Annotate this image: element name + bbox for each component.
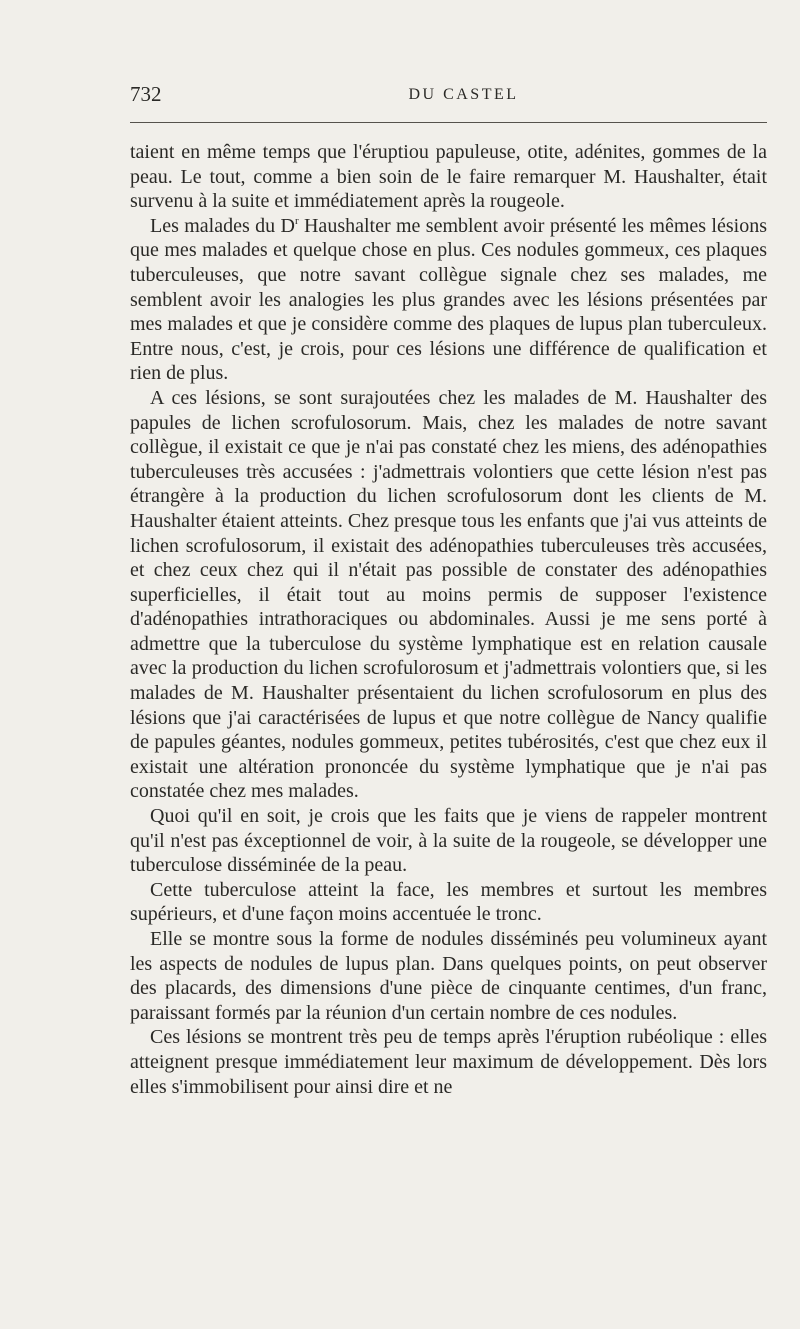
superscript: r — [294, 214, 299, 227]
paragraph: taient en même temps que l'éruptiou papuleuse, otite, adénites, gommes de la peau. Le tout, comme a bien soin de le faire remarquer M. Haushalter, était survenu à la suite et immédiatement après la rougeole. — [130, 141, 767, 213]
paragraph — [130, 214, 767, 386]
paragraph: Cette tuberculose atteint la face, les membres et surtout les membres supérieurs, et d'une façon moins accentuée le tronc. — [130, 878, 767, 926]
paragraph-text-start: Les malades du D — [150, 214, 295, 237]
paragraph: Elle se montre sous la forme de nodules disséminés peu volumineux ayant les aspects de nodules de lupus plan. Dans quelques points, on peut observer des placards, des dimensions d'une pièce de cinquante centimes, d'un franc, paraissant formés par la réunion d'un certain nombre de ces nodules. — [130, 928, 767, 1024]
paragraph: A ces lésions, se sont surajoutées chez les malades de M. Haushalter des papules de lichen scrofulosorum. Mais, chez les malades de notre savant collègue, il existait ce que je n'ai pas constaté chez les miens, des adénopathies tuberculeuses très accusées : j'admettrais volontiers que cette lésion n'est pas étrangère à la production du lichen scrofulosorum dont les clients de M. Haushalter étaient atteints. Chez presque tous les enfants que j'ai vus atteints de lichen scrofulosorum, il existait des adénopathies tuberculeuses très accusées, et chez ceux chez qui il n'était pas possible de constater des adénopathies superficielles, il était tout au moins permis de supposer l'existence d'adénopathies intrathoraciques ou abdominales. Aussi je me sens porté à admettre que la tuberculose du système lymphatique est en relation causale avec la production du lichen scrofulorosum et j'admettrais volontiers que, si les malades de M. Haushalter présentaient du lichen scrofulosorum en plus des lésions que j'ai caractérisées de lupus et que notre collègue de Nancy qualifie de papules géantes, nodules gommeux, petites tubérosités, c'est que chez eux il existait une altération prononcée du système lymphatique que je n'ai pas constatée chez mes malades. — [130, 386, 767, 803]
paragraph: Quoi qu'il en soit, je crois que les faits que je viens de rappeler montrent qu'il n'est pas éxceptionnel de voir, à la suite de la rougeole, se développer une tuberculose disséminée de la peau. — [130, 805, 767, 877]
page-number: 732 — [130, 82, 162, 106]
running-head: DU CASTEL — [408, 86, 519, 103]
page-header — [130, 82, 767, 112]
body-text — [130, 140, 767, 1099]
paragraph-text-end: Haushalter me semblent avoir présenté les mêmes lésions que mes malades et quelque chose en plus. Ces nodules gommeux, ces plaques tuberculeuses, que notre savant collègue signale chez ses malades, me semblent avoir les analogies les plus grandes avec les lésions présentées par mes malades et que je considère comme des plaques de lupus plan tuberculeux. Entre nous, c'est, je crois, pour ces lésions une différence de qualification et rien de plus. — [130, 214, 767, 385]
header-rule — [130, 122, 767, 123]
paragraph: Ces lésions se montrent très peu de temps après l'éruption rubéolique : elles atteignent presque immédiatement leur maximum de développement. Dès lors elles s'immobilisent pour ainsi dire et ne — [130, 1026, 767, 1098]
